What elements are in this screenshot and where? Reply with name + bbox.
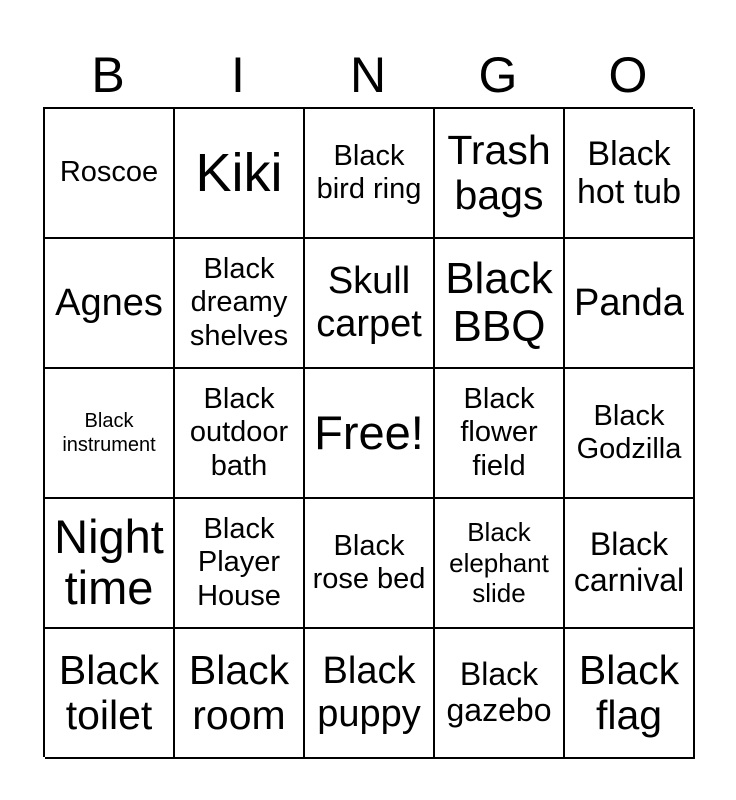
bingo-cell-r1-c3[interactable]: Black bird ring	[305, 109, 435, 239]
bingo-cell-r5-c1[interactable]: Black toilet	[45, 629, 175, 759]
bingo-cell-r5-c2[interactable]: Black room	[175, 629, 305, 759]
bingo-cell-r3-c3-free[interactable]: Free!	[305, 369, 435, 499]
bingo-cell-r2-c2[interactable]: Black dreamy shelves	[175, 239, 305, 369]
bingo-grid	[43, 107, 693, 757]
header-letter-n: N	[349, 47, 387, 103]
bingo-cell-r3-c2[interactable]: Black outdoor bath	[175, 369, 305, 499]
bingo-cell-r2-c3[interactable]: Skull carpet	[305, 239, 435, 369]
header-letter-g: G	[478, 47, 518, 103]
bingo-cell-r5-c5[interactable]: Black flag	[565, 629, 695, 759]
bingo-cell-r2-c5[interactable]: Panda	[565, 239, 695, 369]
bingo-cell-r3-c1[interactable]: Black instrument	[45, 369, 175, 499]
bingo-cell-r2-c4[interactable]: Black BBQ	[435, 239, 565, 369]
bingo-cell-r1-c1[interactable]: Roscoe	[45, 109, 175, 239]
bingo-cell-r4-c3[interactable]: Black rose bed	[305, 499, 435, 629]
bingo-cell-r4-c5[interactable]: Black carnival	[565, 499, 695, 629]
bingo-cell-r1-c5[interactable]: Black hot tub	[565, 109, 695, 239]
header-letter-o: O	[608, 47, 648, 103]
header-letter-i: I	[231, 47, 245, 103]
bingo-cell-r4-c4[interactable]: Black elephant slide	[435, 499, 565, 629]
bingo-cell-r3-c4[interactable]: Black flower field	[435, 369, 565, 499]
bingo-header	[43, 44, 693, 106]
bingo-cell-r2-c1[interactable]: Agnes	[45, 239, 175, 369]
bingo-cell-r1-c4[interactable]: Trash bags	[435, 109, 565, 239]
bingo-cell-r5-c4[interactable]: Black gazebo	[435, 629, 565, 759]
bingo-cell-r4-c1[interactable]: Night time	[45, 499, 175, 629]
header-letter-b: B	[91, 47, 125, 103]
bingo-cell-r3-c5[interactable]: Black Godzilla	[565, 369, 695, 499]
bingo-cell-r5-c3[interactable]: Black puppy	[305, 629, 435, 759]
bingo-cell-r4-c2[interactable]: Black Player House	[175, 499, 305, 629]
bingo-cell-r1-c2[interactable]: Kiki	[175, 109, 305, 239]
